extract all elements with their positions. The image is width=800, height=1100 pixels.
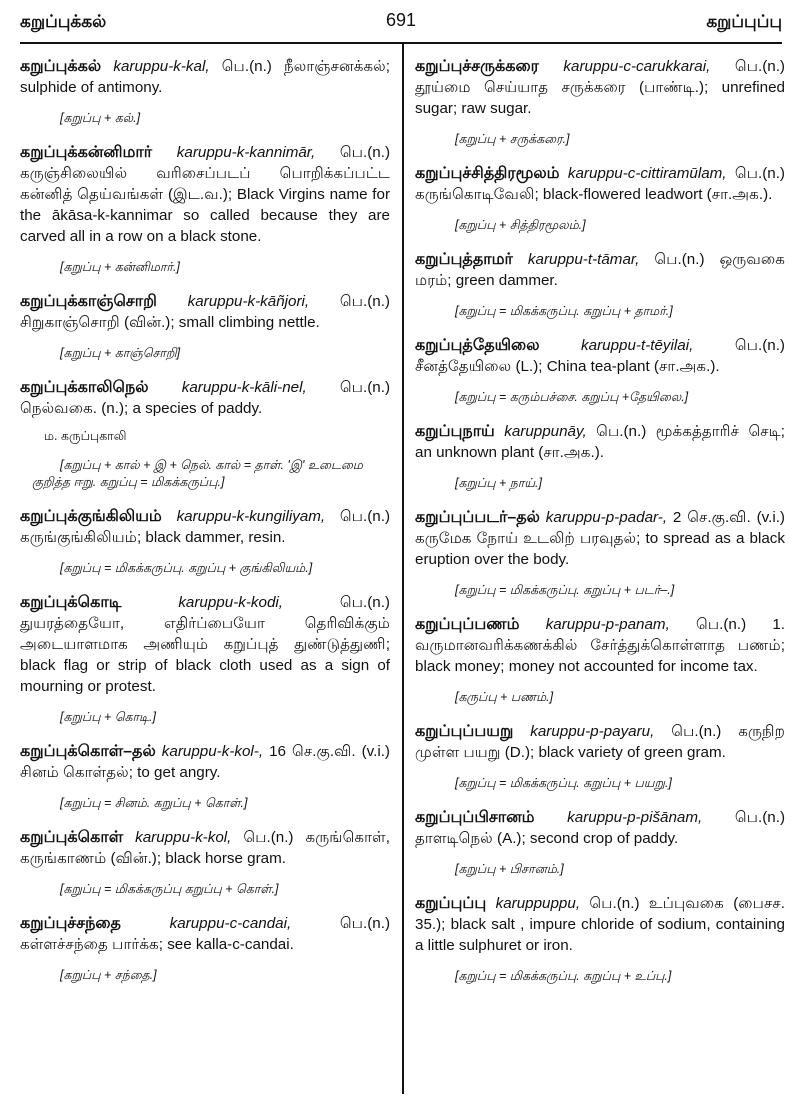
headword: கறுப்புநாய்: [415, 423, 495, 440]
headword: கறுப்புக்காலிநெல்: [20, 379, 149, 396]
dictionary-entry: [415, 249, 785, 291]
headword: கறுப்புக்கன்னிமார்: [20, 144, 153, 161]
definition: பெ.(n.) கருங்குங்கிலியம்; black dammer, resin.: [20, 508, 390, 546]
etymology: [கருப்பு + பணம்.]: [455, 690, 554, 704]
etymology: [கறுப்பு + நாய்.]: [455, 476, 542, 490]
transliteration: karuppu-p-payaru,: [530, 723, 655, 740]
definition: பெ.(n.) துயரத்தையோ, எதிர்ப்பையோ தெரிவிக்கும் அடையாளமாக அணியும் கறுப்புத் துண்டுத்துணி; black flag or strip of black cloth used as a sign of mourning or protest.: [20, 594, 390, 695]
header-right-guideword: கறுப்புப்பு: [706, 12, 782, 31]
dictionary-entry: [415, 507, 785, 570]
headword: கறுப்புப்பிசானம்: [415, 809, 535, 826]
etymology: [கறுப்பு + சித்திரமூலம்.]: [455, 218, 586, 232]
etymology: [கறுப்பு = மிகக்கருப்பு. கறுப்பு + தாமர்.]: [455, 304, 673, 318]
etymology: [கறுப்பு + சந்தை.]: [60, 968, 157, 982]
definition: பெ.(n.) கருங்கொள், கருங்காணம் (வின்.); black horse gram.: [20, 829, 390, 867]
transliteration: karuppu-c-candai,: [169, 915, 292, 932]
definition: பெ.(n.) உப்புவகை (பைசச. 35.); black salt , impure chloride of sodium, containing a little sulphuret or iron.: [415, 895, 785, 954]
transliteration: karuppuppu,: [495, 895, 581, 912]
dictionary-entry: [20, 377, 390, 419]
header-rule: [20, 42, 782, 44]
dictionary-entry: [415, 807, 785, 849]
headword: கறுப்புக்கொள்: [20, 829, 124, 846]
transliteration: karuppu-p-padar-,: [545, 509, 668, 526]
dictionary-entry: [20, 592, 390, 697]
transliteration: karuppu-k-kodi,: [178, 594, 283, 611]
left-column: [20, 56, 390, 999]
definition: 2 செ.கு.வி. (v.i.) கருமேக நோய் உடலிற் பரவுதல்; to spread as a black eruption over the body.: [415, 509, 785, 568]
etymology: [கறுப்பு = கரும்பச்சை. கறுப்பு +தேயிலை.]: [455, 390, 689, 404]
cognate-note: ம. கருப்புகாலி: [44, 429, 127, 443]
etymology: [கறுப்பு + காஞ்சொறி]: [60, 346, 181, 360]
dictionary-entry: [415, 721, 785, 763]
transliteration: karuppu-t-tēyilai,: [581, 337, 694, 354]
definition: பெ.(n.) மூக்கத்தாரிச் செடி; an unknown plant (சா.அக.).: [415, 423, 785, 461]
transliteration: karuppu-c-cittiramūlam,: [567, 165, 727, 182]
dictionary-entry: [415, 614, 785, 677]
headword: கறுப்புப்பணம்: [415, 616, 520, 633]
dictionary-entry: [20, 741, 390, 783]
etymology: [கறுப்பு + கன்னிமார்.]: [60, 260, 180, 274]
etymology: [கறுப்பு = மிகக்கருப்பு. கறுப்பு + படர்–.]: [455, 583, 675, 597]
etymology: [கறுப்பு + கல்.]: [60, 111, 141, 125]
definition: பெ.(n.) தூய்மை செய்யாத சருக்கரை (பாண்டி.); unrefined sugar; raw sugar.: [415, 58, 785, 117]
transliteration: karuppu-c-carukkarai,: [563, 58, 711, 75]
definition: பெ.(n.) ஒருவகை மரம்; green dammer.: [415, 251, 785, 289]
definition: 16 செ.கு.வி. (v.i.) சினம் கொள்தல்; to get angry.: [20, 743, 390, 781]
definition: பெ.(n.) கள்ளச்சந்தை பார்க்க; see kalla-c-candai.: [20, 915, 390, 953]
transliteration: karuppu-t-tāmar,: [527, 251, 640, 268]
page-header: [20, 8, 782, 36]
etymology: [கறுப்பு + கொடி.]: [60, 710, 156, 724]
transliteration: karuppu-k-kāli-nel,: [181, 379, 307, 396]
headword: கறுப்புச்சருக்கரை: [415, 58, 539, 75]
etymology: [கறுப்பு = மிகக்கருப்பு. கறுப்பு + உப்பு.]: [455, 969, 672, 983]
dictionary-entry: [415, 56, 785, 119]
header-left-guideword: கறுப்புக்கல்: [20, 12, 107, 31]
transliteration: karuppu-k-kannimār,: [176, 144, 316, 161]
definition: பெ.(n.) சீனத்தேயிலை (L.); China tea-plant (சா.அக.).: [415, 337, 785, 375]
dictionary-entry: [415, 893, 785, 956]
etymology: [கறுப்பு = மிகக்கருப்பு. கறுப்பு + பயறு.]: [455, 776, 672, 790]
right-column: [415, 56, 785, 1000]
dictionary-entry: [20, 142, 390, 247]
etymology-line-2: குறித்த ஈறு. கறுப்பு = மிகக்கருப்பு.]: [32, 475, 225, 489]
definition: பெ.(n.) தாளடிநெல் (A.); second crop of paddy.: [415, 809, 785, 847]
definition: பெ.(n.) கருஞ்சிலையில் வரிசைப்படப் பொறிக்கப்பட்ட கன்னித் தெய்வங்கள் (இட.வ.); Black Virgins name for the ākāsa-k-kannimar so called because they are carved all in a row on a black stone.: [20, 144, 390, 245]
dictionary-entry: [20, 506, 390, 548]
transliteration: karuppunāy,: [504, 423, 587, 440]
headword: கறுப்புக்குங்கிலியம்: [20, 508, 162, 525]
headword: கறுப்புத்தேயிலை: [415, 337, 540, 354]
headword: கறுப்புக்காஞ்சொறி: [20, 293, 157, 310]
dictionary-entry: [415, 335, 785, 377]
etymology: [கறுப்பு + சருக்கரை.]: [455, 132, 570, 146]
transliteration: karuppu-k-kungiliyam,: [176, 508, 326, 525]
headword: கறுப்புத்தாமர்: [415, 251, 513, 268]
page-number: 691: [385, 10, 417, 30]
headword: கறுப்புச்சந்தை: [20, 915, 121, 932]
transliteration: karuppu-k-kol-,: [161, 743, 264, 760]
dictionary-entry: [20, 913, 390, 955]
definition: பெ.(n.) நீலாஞ்சனக்கல்; sulphide of antimony.: [20, 58, 390, 96]
headword: கறுப்புச்சித்திரமூலம்: [415, 165, 560, 182]
headword: கறுப்புப்பயறு: [415, 723, 514, 740]
dictionary-entry: [20, 56, 390, 98]
transliteration: karuppu-k-kol,: [135, 829, 232, 846]
definition: பெ.(n.) நெல்வகை. (n.); a species of paddy.: [20, 379, 390, 417]
definition: பெ.(n.) கருநிற முள்ள பயறு (D.); black variety of green gram.: [415, 723, 785, 761]
definition: பெ.(n.) சிறுகாஞ்சொறி (வின்.); small climbing nettle.: [20, 293, 390, 331]
headword: கறுப்புப்படர்–தல்: [415, 509, 540, 526]
etymology: [கறுப்பு = மிகக்கருப்பு கறுப்பு + கொள்.]: [60, 882, 279, 896]
transliteration: karuppu-k-kal,: [113, 58, 210, 75]
transliteration: karuppu-p-pišānam,: [567, 809, 703, 826]
etymology: [கறுப்பு = சினம். கறுப்பு + கொள்.]: [60, 796, 248, 810]
definition: பெ.(n.) 1. வருமானவரிக்கணக்கில் சேர்த்துக்கொள்ளாத பணம்; black money; money not accounted for income tax.: [415, 616, 785, 675]
headword: கறுப்புப்பு: [415, 895, 487, 912]
etymology-line-1: [கறுப்பு + கால் + இ + நெல். கால் = தாள். 'இ' உடைமை: [60, 458, 363, 472]
etymology: [கறுப்பு + பிசானம்.]: [455, 862, 564, 876]
headword: கறுப்புக்கொடி: [20, 594, 122, 611]
transliteration: karuppu-k-kāñjori,: [187, 293, 310, 310]
dictionary-entry: [20, 827, 390, 869]
etymology: [கறுப்பு = மிகக்கருப்பு. கறுப்பு + குங்கிலியம்.]: [60, 561, 313, 575]
dictionary-entry: [20, 291, 390, 333]
dictionary-entry: [415, 421, 785, 463]
definition: பெ.(n.) கருங்கொடிவேலி; black-flowered leadwort (சா.அக.).: [415, 165, 785, 203]
etymology: [32, 457, 390, 491]
headword: கறுப்புக்கொள்–தல்: [20, 743, 156, 760]
dictionary-entry: [415, 163, 785, 205]
column-divider: [402, 44, 404, 1094]
headword: கறுப்புக்கல்: [20, 58, 102, 75]
transliteration: karuppu-p-panam,: [545, 616, 670, 633]
